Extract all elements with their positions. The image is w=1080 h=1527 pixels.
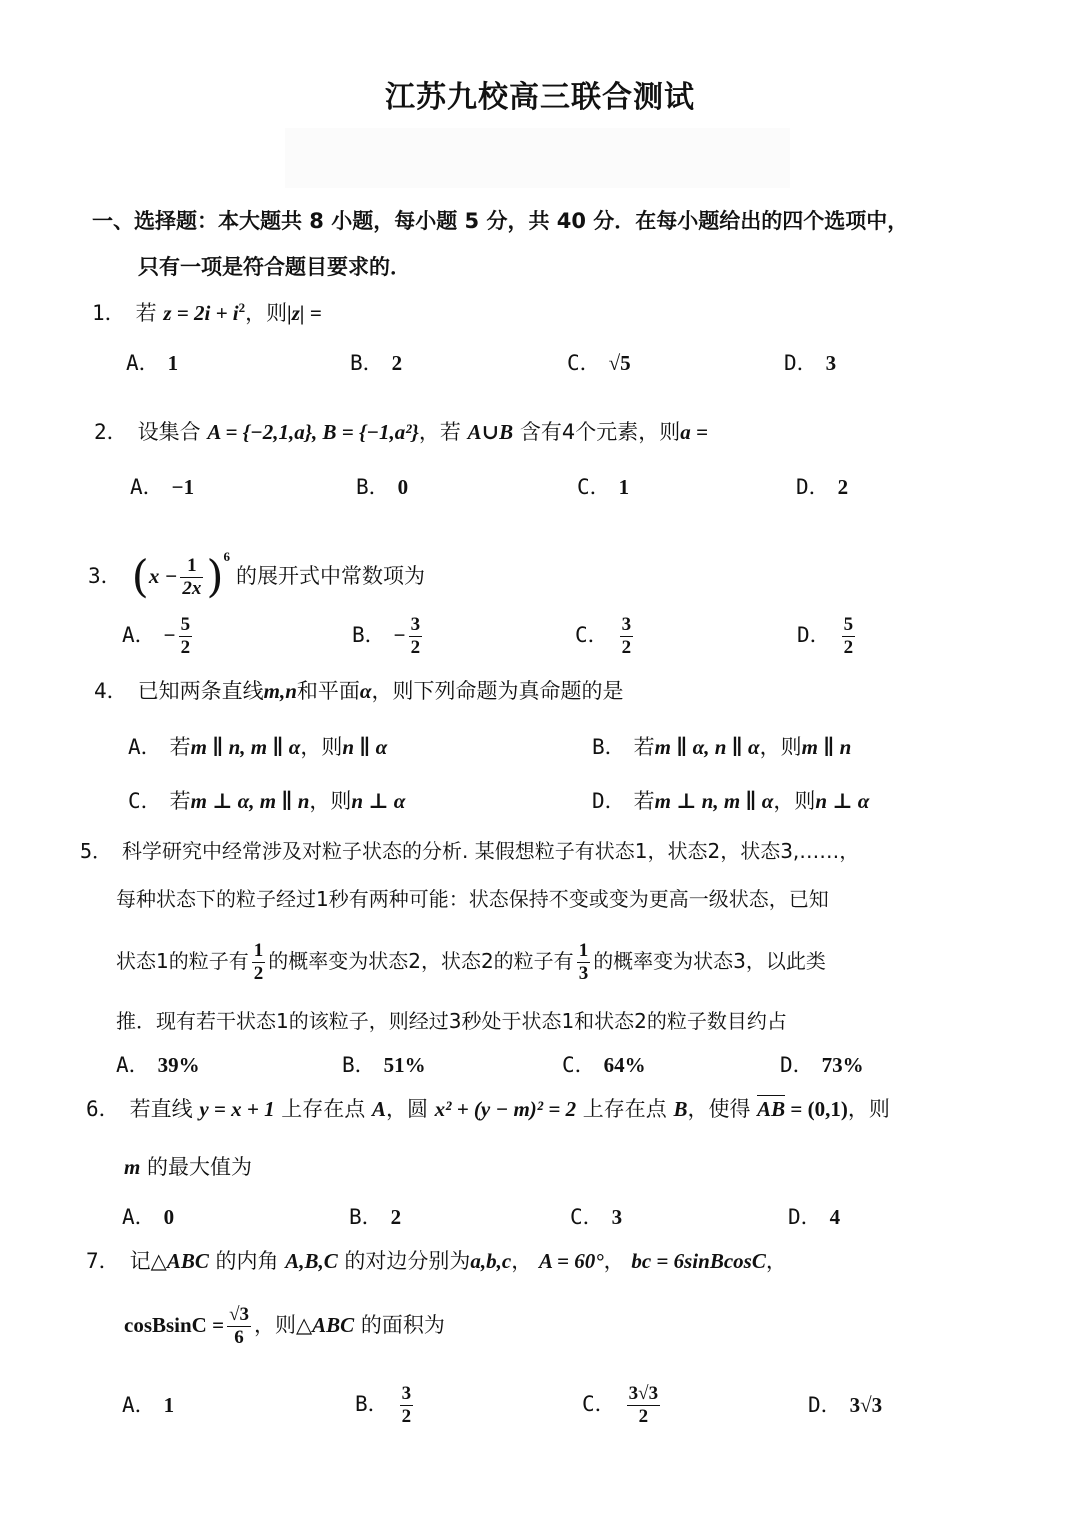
q2-option-b bbox=[356, 472, 408, 502]
question-text: ，则△ bbox=[254, 1313, 313, 1337]
question-4 bbox=[94, 676, 624, 706]
option-value: 1 bbox=[163, 1393, 175, 1417]
option-letter: C． bbox=[582, 1392, 616, 1416]
question-text: ， bbox=[765, 1249, 787, 1273]
question-5-line3 bbox=[116, 938, 826, 985]
option-value: 39% bbox=[157, 1053, 200, 1077]
question-text: 的概率变为状态2，状态2的粒子有 bbox=[268, 949, 574, 973]
question-text: 状态1的粒子有 bbox=[116, 949, 249, 973]
option-letter: C． bbox=[575, 623, 609, 647]
option-value: √5 bbox=[608, 351, 631, 375]
q5-option-b bbox=[342, 1050, 426, 1080]
q7-option-c bbox=[582, 1380, 663, 1428]
fraction-half bbox=[252, 940, 266, 985]
question-math: A = 60° bbox=[538, 1249, 604, 1273]
option-fraction bbox=[842, 614, 856, 659]
question-text: 设集合 bbox=[137, 420, 208, 444]
expr-power: 6 bbox=[223, 549, 230, 564]
question-text: 若 bbox=[135, 301, 164, 325]
question-1 bbox=[92, 293, 322, 328]
fraction-numerator: 3 bbox=[401, 1383, 412, 1404]
q7-option-d bbox=[808, 1390, 882, 1420]
question-text: 上存在点 bbox=[576, 1097, 674, 1121]
q4-option-d bbox=[592, 786, 869, 816]
option-fraction bbox=[409, 614, 423, 659]
option-value: 0 bbox=[397, 475, 409, 499]
question-text: 的最大值为 bbox=[140, 1155, 253, 1179]
question-text: 的内角 bbox=[208, 1249, 286, 1273]
fraction-numerator: 1 bbox=[578, 940, 589, 961]
expr-fraction bbox=[180, 555, 203, 600]
blank-band bbox=[285, 128, 790, 188]
question-math: z = 2i + i bbox=[163, 301, 239, 325]
option-mid: ，则 bbox=[300, 735, 343, 759]
q3-option-c bbox=[575, 614, 636, 659]
option-letter: D． bbox=[796, 475, 830, 499]
option-value: 64% bbox=[603, 1053, 646, 1077]
option-value: 4 bbox=[829, 1205, 841, 1229]
option-value: 3√3 bbox=[849, 1393, 883, 1417]
section-heading-line1: 一、选择题：本大题共 8 小题，每小题 5 分，共 40 分．在每小题给出的四个选项中， bbox=[92, 209, 909, 233]
option-value: 2 bbox=[390, 1205, 402, 1229]
fraction-numerator: 1 bbox=[180, 555, 203, 578]
option-letter: A． bbox=[128, 735, 162, 759]
expr-x: x − bbox=[148, 564, 178, 588]
left-paren: ( bbox=[131, 551, 149, 603]
question-text: 的对边分别为 bbox=[337, 1249, 471, 1273]
question-math: B bbox=[673, 1097, 688, 1121]
option-value: 3 bbox=[611, 1205, 623, 1229]
option-letter: A． bbox=[122, 1205, 156, 1229]
question-text: 含有4个元素，则 bbox=[513, 420, 681, 444]
q6-option-d bbox=[788, 1202, 840, 1232]
option-condition: m ⊥ n, m ∥ α bbox=[654, 789, 774, 813]
question-text: ，圆 bbox=[385, 1097, 435, 1121]
question-text: ，若 bbox=[418, 420, 468, 444]
option-value: −1 bbox=[171, 475, 195, 499]
option-letter: D． bbox=[808, 1393, 842, 1417]
fraction-numerator: 5 bbox=[180, 614, 191, 635]
option-pre: 若 bbox=[169, 735, 191, 759]
option-result: n ⊥ α bbox=[815, 789, 870, 813]
q2-option-d bbox=[796, 472, 848, 502]
option-letter: A． bbox=[122, 623, 156, 647]
q7-option-a bbox=[122, 1390, 174, 1420]
option-result: m ∥ n bbox=[801, 735, 852, 759]
question-text: 已知两条直线 bbox=[137, 679, 264, 703]
question-text: 的展开式中常数项为 bbox=[235, 564, 425, 588]
question-math: |z| = bbox=[287, 301, 322, 325]
q5-option-a bbox=[116, 1050, 200, 1080]
question-text: 若直线 bbox=[129, 1097, 200, 1121]
question-math: m,n bbox=[263, 679, 297, 703]
option-letter: B． bbox=[356, 475, 390, 499]
option-pre: 若 bbox=[169, 789, 191, 813]
fraction-denominator: 2 bbox=[253, 963, 264, 984]
fraction-denominator: 2x bbox=[182, 578, 202, 599]
question-5-line2: 每种状态下的粒子经过1秒有两种可能：状态保持不变或变为更高一级状态，已知 bbox=[116, 887, 829, 911]
question-number: 7． bbox=[86, 1249, 120, 1273]
option-result: n ∥ α bbox=[342, 735, 388, 759]
fraction-numerator: 5 bbox=[843, 614, 854, 635]
fraction-sqrt3-over-6 bbox=[227, 1304, 251, 1349]
option-value: 2 bbox=[837, 475, 849, 499]
option-value: 73% bbox=[821, 1053, 864, 1077]
question-text: 上存在点 bbox=[274, 1097, 372, 1121]
question-math: A = {−2,1,a}, B = {−1,a²} bbox=[207, 420, 419, 444]
question-number: 3． bbox=[88, 564, 122, 588]
fraction-numerator: 3 bbox=[410, 614, 421, 635]
option-value: 2 bbox=[391, 351, 403, 375]
question-text: 的概率变为状态3，以此类 bbox=[593, 949, 826, 973]
fraction-third bbox=[577, 940, 591, 985]
question-text: 科学研究中经常涉及对粒子状态的分析. 某假想粒子有状态1，状态2，状态3,……， bbox=[122, 839, 860, 863]
q2-option-c bbox=[577, 472, 629, 502]
question-text: ，则 bbox=[245, 301, 288, 325]
question-7 bbox=[86, 1246, 787, 1276]
question-math: a = bbox=[680, 420, 708, 444]
option-value: 51% bbox=[383, 1053, 426, 1077]
question-math: y = x + 1 bbox=[199, 1097, 275, 1121]
option-letter: B． bbox=[352, 623, 386, 647]
fraction-numerator: 3√3 bbox=[628, 1383, 659, 1404]
section-heading bbox=[92, 198, 1012, 290]
option-fraction bbox=[179, 614, 193, 659]
fraction-numerator: 1 bbox=[253, 940, 264, 961]
question-text: 和平面 bbox=[296, 679, 360, 703]
q5-option-c bbox=[562, 1050, 646, 1080]
fraction-denominator: 2 bbox=[180, 637, 191, 658]
option-pre: 若 bbox=[633, 789, 655, 813]
option-letter: B． bbox=[355, 1392, 389, 1416]
question-5-line1 bbox=[80, 836, 859, 866]
section-heading-line2: 只有一项是符合题目要求的． bbox=[138, 255, 411, 279]
question-number: 2． bbox=[94, 420, 128, 444]
q1-option-a bbox=[126, 348, 178, 378]
question-math: cosBsinC = bbox=[124, 1313, 225, 1337]
option-letter: B． bbox=[592, 735, 626, 759]
question-math: x² + (y − m)² = 2 bbox=[434, 1097, 577, 1121]
q4-option-c bbox=[128, 786, 405, 816]
q1-option-c bbox=[567, 348, 631, 378]
option-letter: D． bbox=[797, 623, 831, 647]
q6-option-a bbox=[122, 1202, 174, 1232]
option-value: 0 bbox=[163, 1205, 175, 1229]
question-math: = (0,1) bbox=[785, 1097, 848, 1121]
option-letter: B． bbox=[342, 1053, 376, 1077]
option-value: 1 bbox=[167, 351, 179, 375]
fraction-numerator: √3 bbox=[229, 1304, 250, 1325]
fraction-numerator: 3 bbox=[621, 614, 632, 635]
question-6-line2 bbox=[124, 1152, 252, 1182]
option-letter: C． bbox=[128, 789, 162, 813]
option-letter: A． bbox=[116, 1053, 150, 1077]
option-pre: 若 bbox=[633, 735, 655, 759]
option-letter: C． bbox=[577, 475, 611, 499]
fraction-denominator: 6 bbox=[234, 1327, 244, 1348]
option-fraction bbox=[627, 1383, 660, 1428]
option-mid: ，则 bbox=[309, 789, 352, 813]
question-6 bbox=[86, 1094, 890, 1124]
question-2 bbox=[94, 417, 708, 447]
option-condition: m ∥ α, n ∥ α bbox=[654, 735, 760, 759]
option-letter: D． bbox=[592, 789, 626, 813]
fraction-denominator: 2 bbox=[410, 637, 421, 658]
question-text: ， bbox=[603, 1249, 632, 1273]
option-letter: B． bbox=[350, 351, 384, 375]
q4-option-a bbox=[128, 732, 387, 762]
q7-option-b bbox=[355, 1380, 416, 1428]
question-number: 6． bbox=[86, 1097, 120, 1121]
option-sign: − bbox=[163, 623, 176, 647]
option-mid: ，则 bbox=[759, 735, 802, 759]
question-math: m bbox=[124, 1155, 141, 1179]
option-fraction bbox=[620, 614, 634, 659]
question-math: ABC bbox=[166, 1249, 209, 1273]
fraction-denominator: 2 bbox=[638, 1406, 649, 1427]
q4-option-b bbox=[592, 732, 851, 762]
question-number: 4． bbox=[94, 679, 128, 703]
option-condition: m ⊥ α, m ∥ n bbox=[190, 789, 310, 813]
q2-option-a bbox=[130, 472, 194, 502]
q3-option-b bbox=[352, 614, 425, 659]
q1-option-d bbox=[784, 348, 836, 378]
option-condition: m ∥ n, m ∥ α bbox=[190, 735, 301, 759]
question-text: ， bbox=[511, 1249, 539, 1273]
q5-option-d bbox=[780, 1050, 864, 1080]
q3-option-a bbox=[122, 614, 195, 659]
question-text: 记△ bbox=[129, 1249, 167, 1273]
question-math: A bbox=[371, 1097, 386, 1121]
q1-option-b bbox=[350, 348, 402, 378]
fraction-denominator: 3 bbox=[578, 963, 589, 984]
question-math: A∪B bbox=[467, 420, 514, 444]
question-math: ABC bbox=[312, 1313, 355, 1337]
option-letter: A． bbox=[126, 351, 160, 375]
fraction-denominator: 2 bbox=[621, 637, 632, 658]
question-math: α bbox=[359, 679, 372, 703]
option-letter: D． bbox=[788, 1205, 822, 1229]
question-number: 5． bbox=[80, 839, 113, 863]
q3-option-d bbox=[797, 614, 858, 659]
option-mid: ，则 bbox=[773, 789, 816, 813]
question-text: ，则 bbox=[847, 1097, 890, 1121]
fraction-denominator: 2 bbox=[843, 637, 854, 658]
option-letter: D． bbox=[780, 1053, 814, 1077]
question-7-line2 bbox=[124, 1302, 445, 1349]
option-sign: − bbox=[393, 623, 406, 647]
option-letter: D． bbox=[784, 351, 818, 375]
question-text: ，使得 bbox=[687, 1097, 758, 1121]
option-letter: C． bbox=[567, 351, 601, 375]
option-letter: A． bbox=[130, 475, 164, 499]
question-math: bc = 6sinBcosC bbox=[631, 1249, 766, 1273]
option-value: 3 bbox=[825, 351, 837, 375]
question-math: a,b,c bbox=[470, 1249, 512, 1273]
question-text: 的面积为 bbox=[354, 1313, 445, 1337]
q6-option-b bbox=[349, 1202, 401, 1232]
option-result: n ⊥ α bbox=[351, 789, 406, 813]
q6-option-c bbox=[570, 1202, 622, 1232]
question-text: ，则下列命题为真命题的是 bbox=[371, 679, 624, 703]
option-letter: C． bbox=[562, 1053, 596, 1077]
question-number: 1． bbox=[92, 301, 126, 325]
question-5-line4: 推．现有若干状态1的该粒子，则经过3秒处于状态1和状态2的粒子数目约占 bbox=[116, 1009, 787, 1033]
vector-ab: AB bbox=[757, 1097, 786, 1121]
option-letter: A． bbox=[122, 1393, 156, 1417]
right-paren: ) bbox=[206, 551, 224, 603]
page-title: 江苏九校高三联合测试 bbox=[385, 80, 695, 115]
option-fraction bbox=[400, 1383, 414, 1428]
option-value: 1 bbox=[618, 475, 630, 499]
fraction-denominator: 2 bbox=[401, 1406, 412, 1427]
option-letter: B． bbox=[349, 1205, 383, 1229]
question-sup: 2 bbox=[238, 300, 246, 315]
question-3 bbox=[88, 535, 425, 603]
question-math: A,B,C bbox=[285, 1249, 338, 1273]
option-letter: C． bbox=[570, 1205, 604, 1229]
